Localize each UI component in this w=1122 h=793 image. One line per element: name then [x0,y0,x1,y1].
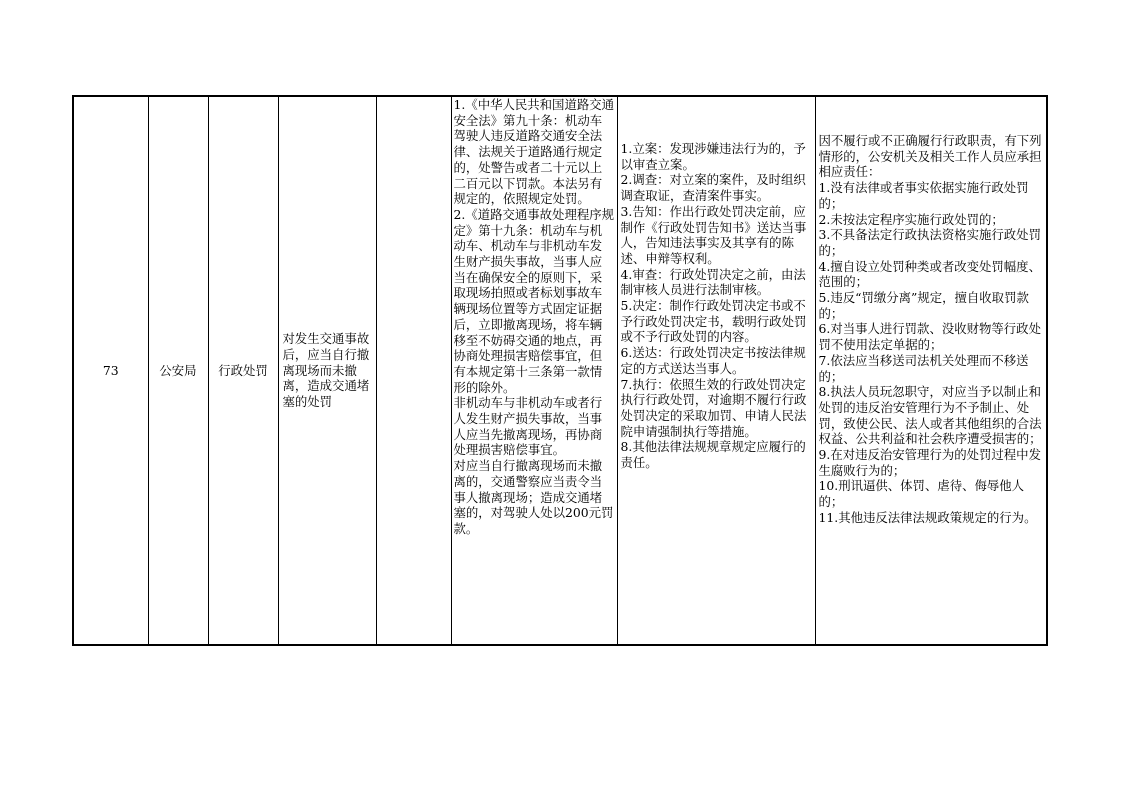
table-row [73,96,1047,645]
legal-basis-cell [451,96,617,645]
responsibility-item: 2.未按法定程序实施行政处罚的； [818,211,1004,227]
item-name-cell [278,96,376,645]
responsibility-item: 7.依法应当移送司法机关处理而不移送的； [818,352,1029,384]
blank-cell [376,96,451,645]
responsibility-intro: 因不履行或不正确履行行政职责，有下列情形的，公安机关及相关工作人员应承担相应责任： [818,133,1042,180]
procedure-step: 2.调查：对立案的案件，及时组织调查取证，查清案件事实。 [620,172,806,204]
responsibility-item: 4.擅自设立处罚种类或者改变处罚幅度、范围的； [818,258,1041,290]
responsibility-item: 9.在对违反治安管理行为的处罚过程中发生腐败行为的； [818,447,1041,478]
procedure-cell [617,96,815,645]
item-name-text: 对发生交通事故后，应当自行撤离现场而未撤离，造成交通堵塞的处罚 [282,331,370,410]
procedure-step: 6.送达：行政处罚决定书按法律规定的方式送达当事人。 [620,345,806,376]
legal-basis-paragraph: 1.《中华人民共和国道路交通安全法》第九十条：机动车驾驶人违反道路交通安全法律、法规关于道路通行规定的，处警告或者二十元以上二百元以下罚款。本法另有规定的，依照规定处罚。 [453,97,615,207]
procedure-step: 1.立案：发现涉嫌违法行为的，予以审查立案。 [620,141,806,172]
power-type-cell: 行政处罚 [208,96,278,645]
legal-basis-paragraph: 2.《道路交通事故处理程序规定》第十九条：机动车与机动车、机动车与非机动车发生财产损失事故，当事人应当在确保安全的原则下，采取现场拍照或者标划事故车辆现场位置等方式固定证据后，立即撤离现场，将车辆移至不妨碍交通的地点，再协商处理损害赔偿事宜，但有本规定第十三条第一款情形的除外。 [453,206,615,395]
responsibility-item: 5.违反“罚缴分离”规定，擅自收取罚款的； [818,290,1029,321]
procedure-step: 3.告知：作出行政处罚决定前，应制作《行政处罚告知书》送达当事人，告知违法事实及其享有的陈述、申辩等权利。 [620,203,807,266]
procedure-step: 7.执行：依照生效的行政处罚决定执行行政处罚，对逾期不履行行政处罚决定的采取加罚、申请人民法院申请强制执行等措施。 [620,376,807,439]
responsibility-item: 3.不具备法定行政执法资格实施行政处罚的； [818,227,1041,258]
responsibility-item: 6.对当事人进行罚款、没收财物等行政处罚不使用法定单据的； [818,321,1041,353]
procedure-step: 8.其他法律法规规章规定应履行的责任。 [620,439,806,471]
department-cell: 公安局 [148,96,208,645]
responsibility-cell [815,96,1047,645]
power-list-table [72,95,1048,646]
responsibility-item: 10.刑讯逼供、体罚、虐待、侮辱他人的； [818,478,1025,510]
responsibility-item: 11.其他违反法律法规政策规定的行为。 [818,509,1037,525]
legal-basis-paragraph: 非机动车与非机动车或者行人发生财产损失事故，当事人应当先撤离现场，再协商处理损害赔偿事宜。 [453,395,603,458]
responsibility-item: 8.执法人员玩忽职守，对应当予以制止和处罚的违反治安管理行为不予制止、处罚，致使公民、法人或者其他组织的合法权益、公共利益和社会秩序遭受损害的； [818,384,1042,447]
legal-basis-paragraph: 对应当自行撤离现场而未撤离的，交通警察应当责令当事人撤离现场；造成交通堵塞的，对驾驶人处以200元罚款。 [453,458,614,536]
procedure-step: 5.决定：制作行政处罚决定书或不予行政处罚决定书，载明行政处罚或不予行政处罚的内容。 [620,298,807,345]
row-number: 73 [73,96,148,645]
responsibility-item: 1.没有法律或者事实依据实施行政处罚的； [818,180,1029,211]
procedure-step: 4.审查：行政处罚决定之前，由法制审核人员进行法制审核。 [620,266,806,298]
